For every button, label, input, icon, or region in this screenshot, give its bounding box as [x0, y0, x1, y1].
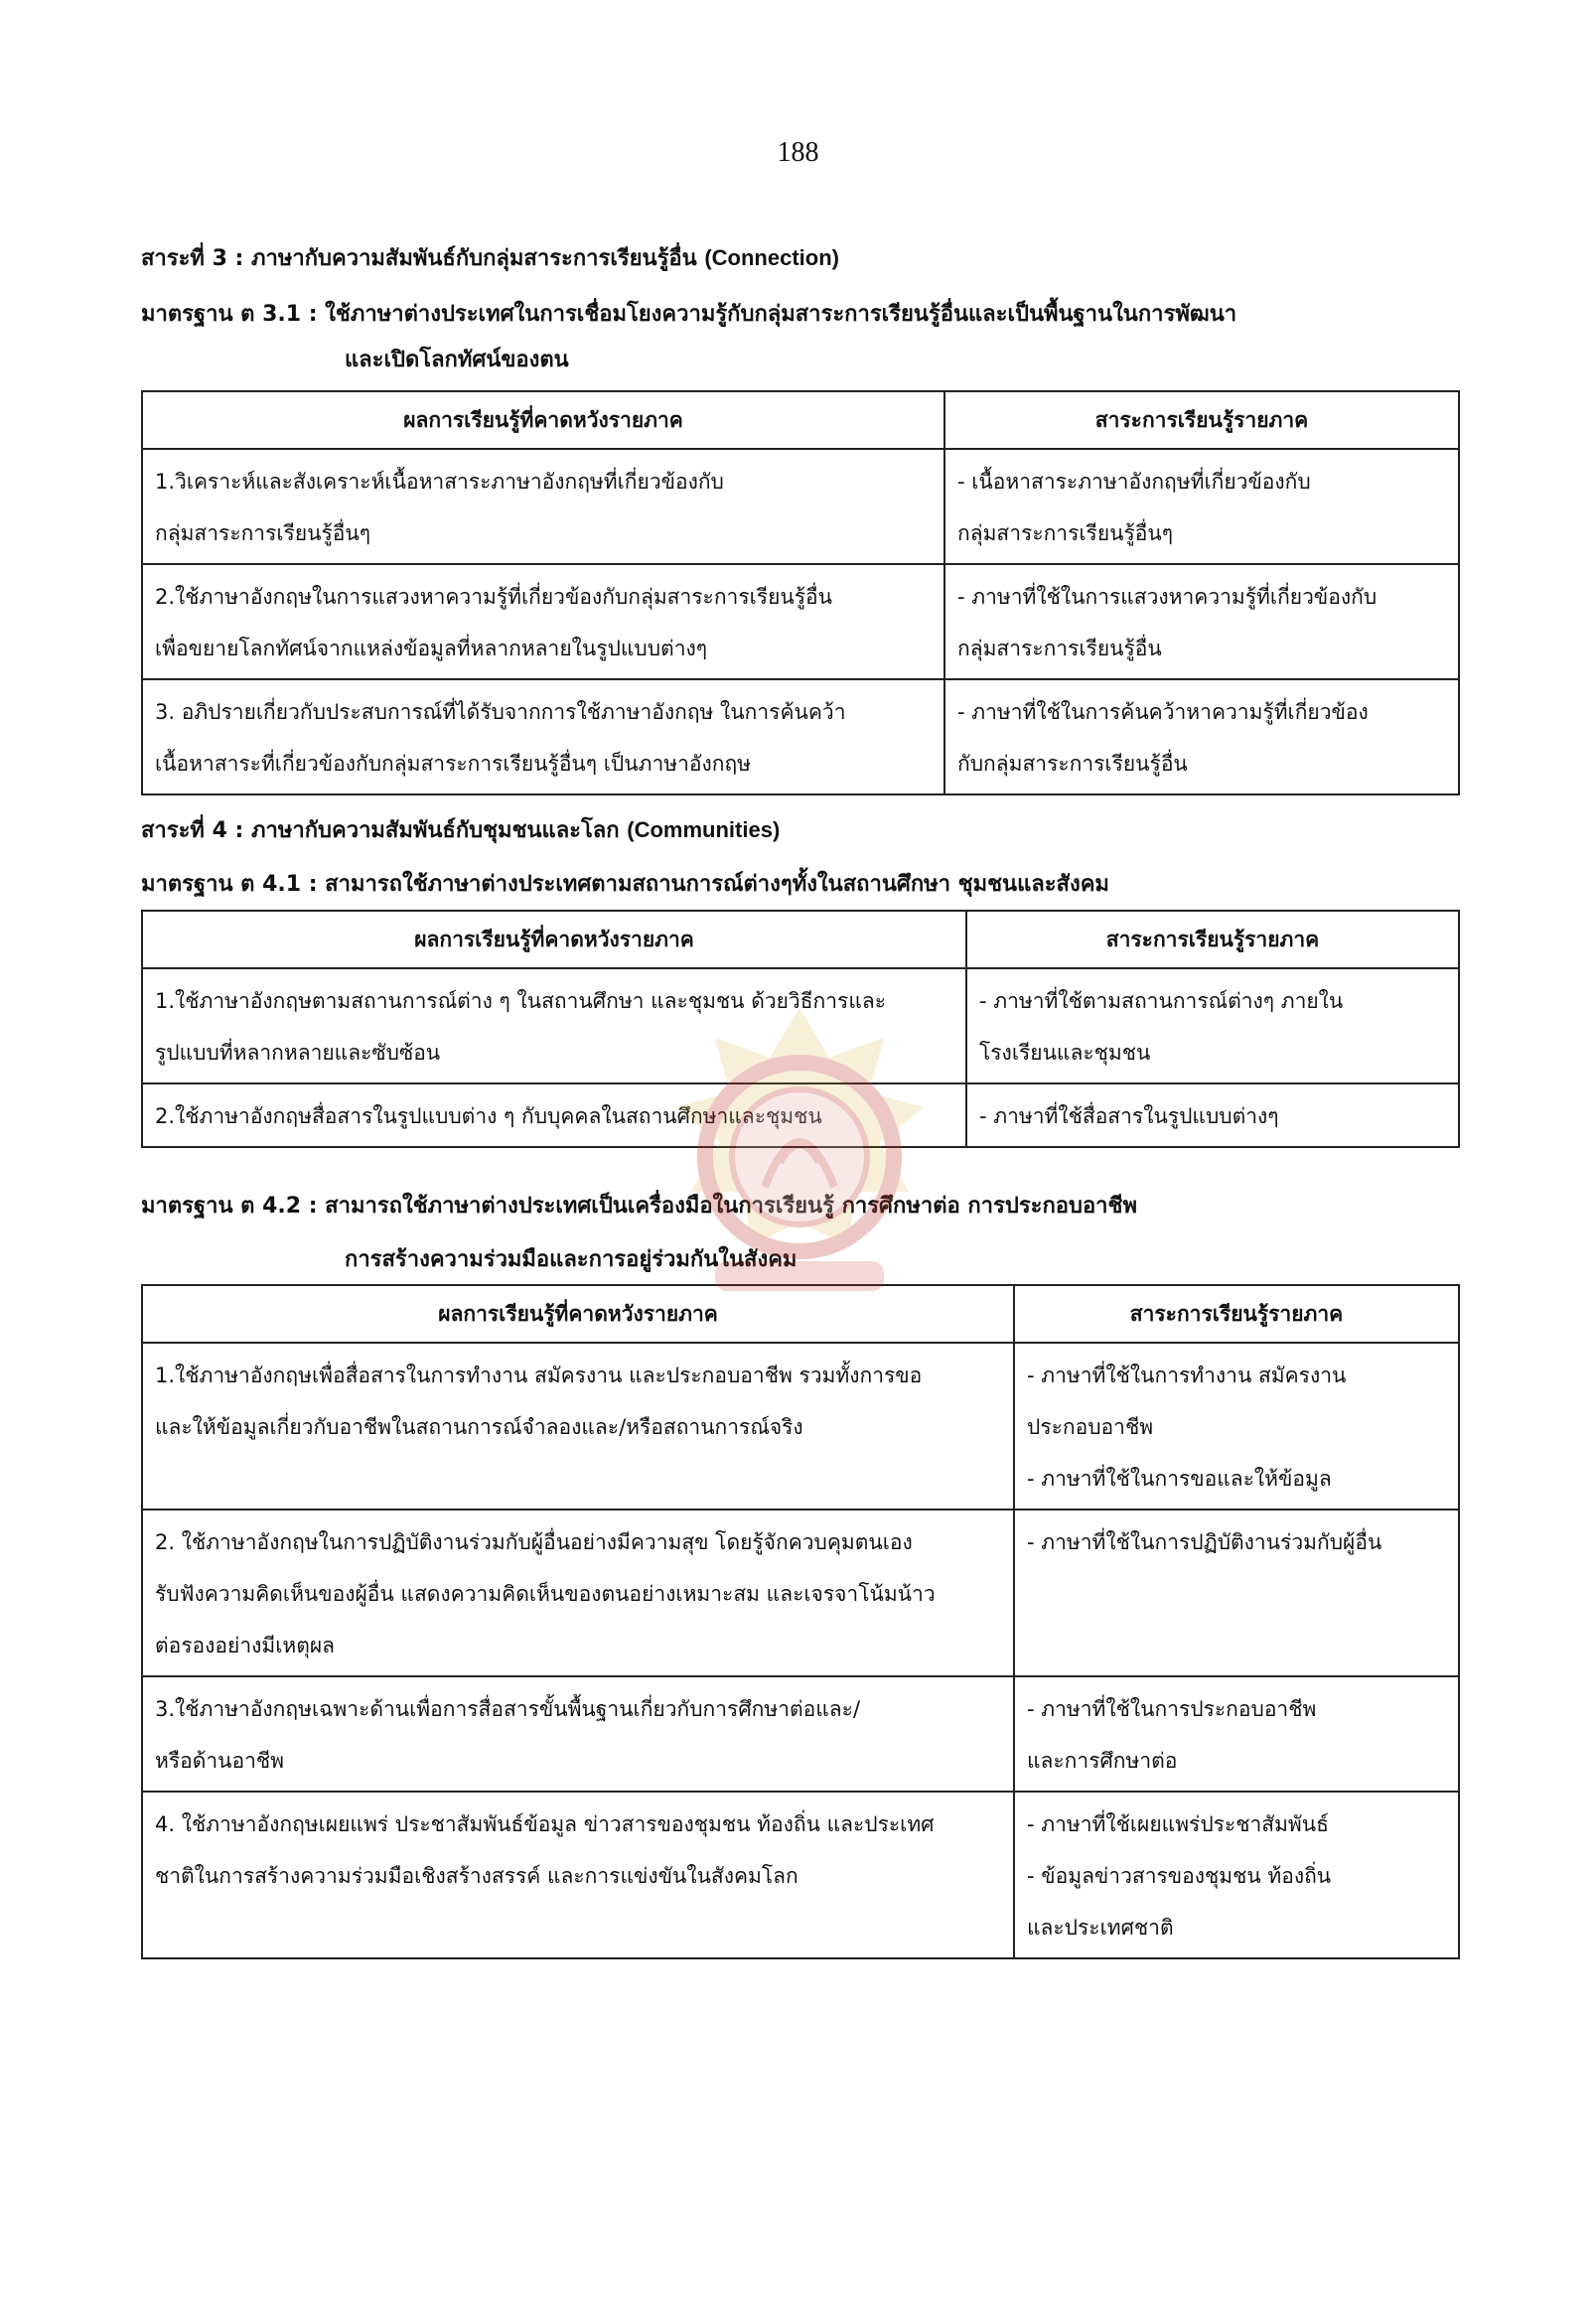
outcome-cell — [142, 1510, 1014, 1676]
table-row — [142, 1676, 1459, 1792]
table-row — [142, 1343, 1459, 1510]
content-cell — [966, 968, 1459, 1083]
strand-4-title: สาระที่ 4 : ภาษากับความสัมพันธ์กับชุมชนและโลก — [141, 818, 620, 843]
content-cell — [944, 564, 1459, 679]
content-cell — [1014, 1343, 1459, 1510]
cell-line: 3.ใช้ภาษาอังกฤษเฉพาะด้านเพื่อการสื่อสารขั้นพื้นฐานเกี่ยวกับการศึกษาต่อและ/ — [155, 1697, 861, 1721]
cell-line: เพื่อขยายโลกทัศน์จากแหล่งข้อมูลที่หลากหลายในรูปแบบต่างๆ — [155, 637, 708, 660]
table-row — [142, 679, 1459, 794]
cell-line: ประกอบอาชีพ — [1027, 1415, 1154, 1439]
header-learning-outcomes: ผลการเรียนรู้ที่คาดหวังรายภาค — [142, 391, 944, 449]
cell-line: 2.ใช้ภาษาอังกฤษสื่อสารในรูปแบบต่าง ๆ กับบุคคลในสถานศึกษาและชุมชน — [155, 1104, 822, 1128]
cell-line: 2.ใช้ภาษาอังกฤษในการแสวงหาความรู้ที่เกี่ยวข้องกับกลุ่มสาระการเรียนรู้อื่น — [155, 585, 832, 609]
cell-line: 1.ใช้ภาษาอังกฤษเพื่อสื่อสารในการทำงาน สมัครงาน และประกอบอาชีพ รวมทั้งการขอ — [155, 1364, 923, 1387]
content-cell — [1014, 1676, 1459, 1792]
cell-line: โรงเรียนและชุมชน — [979, 1041, 1151, 1065]
strand-4-2-table — [141, 1284, 1460, 1959]
cell-line: และการศึกษาต่อ — [1027, 1749, 1178, 1773]
strand-3-title: สาระที่ 3 : ภาษากับความสัมพันธ์กับกลุ่มสาระการเรียนรู้อื่น — [141, 246, 697, 271]
page-number: 188 — [777, 137, 819, 168]
content-cell — [944, 449, 1459, 564]
cell-line: - ภาษาที่ใช้เผยแพร่ประชาสัมพันธ์ — [1027, 1812, 1329, 1836]
standard-4-1: มาตรฐาน ต 4.1 : สามารถใช้ภาษาต่างประเทศตามสถานการณ์ต่างๆทั้งในสถานศึกษา ชุมชนและสังคม — [141, 872, 1109, 897]
outcome-cell — [142, 449, 944, 564]
table-row — [142, 1510, 1459, 1676]
header-learning-content: สาระการเรียนรู้รายภาค — [944, 391, 1459, 449]
outcome-cell — [142, 1676, 1014, 1792]
header-learning-content: สาระการเรียนรู้รายภาค — [966, 911, 1459, 968]
cell-line: กลุ่มสาระการเรียนรู้อื่นๆ — [957, 521, 1174, 545]
content-cell — [944, 679, 1459, 794]
header-learning-outcomes: ผลการเรียนรู้ที่คาดหวังรายภาค — [142, 1285, 1014, 1343]
strand-3-table — [141, 390, 1460, 795]
cell-line: เนื้อหาสาระที่เกี่ยวข้องกับกลุ่มสาระการเรียนรู้อื่นๆ เป็นภาษาอังกฤษ — [155, 752, 752, 776]
cell-line: รูปแบบที่หลากหลายและซับซ้อน — [155, 1041, 441, 1065]
strand-4-heading — [141, 812, 780, 847]
cell-line: - ภาษาที่ใช้ในการขอและให้ข้อมูล — [1027, 1467, 1332, 1491]
content-cell — [1014, 1510, 1459, 1676]
cell-line: และให้ข้อมูลเกี่ยวกับอาชีพในสถานการณ์จำลองและ/หรือสถานการณ์จริง — [155, 1415, 803, 1439]
standard-4-2-line2: การสร้างความร่วมมือและการอยู่ร่วมกันในสังคม — [345, 1247, 798, 1272]
cell-line: - ภาษาที่ใช้สื่อสารในรูปแบบต่างๆ — [979, 1104, 1279, 1128]
cell-line: 4. ใช้ภาษาอังกฤษเผยแพร่ ประชาสัมพันธ์ข้อมูล ข่าวสารของชุมชน ท้องถิ่น และประเทศ — [155, 1812, 935, 1836]
cell-line: ชาติในการสร้างความร่วมมือเชิงสร้างสรรค์ และการแข่งขันในสังคมโลก — [155, 1864, 798, 1888]
content-cell — [966, 1083, 1459, 1147]
cell-line: กลุ่มสาระการเรียนรู้อื่นๆ — [155, 521, 371, 545]
content-cell — [1014, 1792, 1459, 1958]
cell-line: - ภาษาที่ใช้ในการแสวงหาความรู้ที่เกี่ยวข้องกับ — [957, 585, 1378, 609]
cell-line: ต่อรองอย่างมีเหตุผล — [155, 1634, 336, 1657]
strand-3-title-en: (Connection) — [704, 245, 839, 270]
table-row — [142, 449, 1459, 564]
cell-line: - ภาษาที่ใช้ในการประกอบอาชีพ — [1027, 1697, 1317, 1721]
cell-line: และประเทศชาติ — [1027, 1916, 1174, 1940]
standard-4-2-line1: มาตรฐาน ต 4.2 : สามารถใช้ภาษาต่างประเทศเป็นเครื่องมือในการเรียนรู้ การศึกษาต่อ การประกอบอาชีพ — [141, 1194, 1137, 1219]
standard-3-1-line2: และเปิดโลกทัศน์ของตน — [345, 348, 569, 372]
cell-line: - ภาษาที่ใช้ในการทำงาน สมัครงาน — [1027, 1364, 1347, 1387]
outcome-cell — [142, 1343, 1014, 1510]
cell-line: - ข้อมูลข่าวสารของชุมชน ท้องถิ่น — [1027, 1864, 1332, 1888]
cell-line: - ภาษาที่ใช้ตามสถานการณ์ต่างๆ ภายใน — [979, 989, 1344, 1013]
cell-line: หรือด้านอาชีพ — [155, 1749, 285, 1773]
cell-line: 3. อภิปรายเกี่ยวกับประสบการณ์ที่ได้รับจากการใช้ภาษาอังกฤษ ในการค้นคว้า — [155, 700, 846, 724]
cell-line: 1.วิเคราะห์และสังเคราะห์เนื้อหาสาระภาษาอังกฤษที่เกี่ยวข้องกับ — [155, 470, 724, 494]
outcome-cell — [142, 679, 944, 794]
emblem-watermark-icon — [655, 998, 943, 1316]
header-learning-outcomes: ผลการเรียนรู้ที่คาดหวังรายภาค — [142, 911, 966, 968]
cell-line: กลุ่มสาระการเรียนรู้อื่น — [957, 637, 1162, 660]
cell-line: 2. ใช้ภาษาอังกฤษในการปฏิบัติงานร่วมกับผู้อื่นอย่างมีความสุข โดยรู้จักควบคุมตนเอง — [155, 1530, 913, 1554]
cell-line: - ภาษาที่ใช้ในการปฏิบัติงานร่วมกับผู้อื่น — [1027, 1530, 1382, 1554]
cell-line: - เนื้อหาสาระภาษาอังกฤษที่เกี่ยวข้องกับ — [957, 470, 1311, 494]
cell-line: 1.ใช้ภาษาอังกฤษตามสถานการณ์ต่าง ๆ ในสถานศึกษา และชุมชน ด้วยวิธีการและ — [155, 989, 887, 1013]
table-row — [142, 1792, 1459, 1958]
header-learning-content: สาระการเรียนรู้รายภาค — [1014, 1285, 1459, 1343]
cell-line: รับฟังความคิดเห็นของผู้อื่น แสดงความคิดเห็นของตนอย่างเหมาะสม และเจรจาโน้มน้าว — [155, 1582, 936, 1606]
standard-3-1-line1: มาตรฐาน ต 3.1 : ใช้ภาษาต่างประเทศในการเชื่อมโยงความรู้กับกลุ่มสาระการเรียนรู้อื่นและเป็นพื้นฐานในการพัฒนา — [141, 302, 1237, 327]
cell-line: กับกลุ่มสาระการเรียนรู้อื่น — [957, 752, 1188, 776]
table-row — [142, 564, 1459, 679]
strand-3-heading — [141, 240, 839, 275]
table-header-row — [142, 391, 1459, 449]
table-header-row — [142, 911, 1459, 968]
outcome-cell — [142, 1792, 1014, 1958]
outcome-cell — [142, 564, 944, 679]
strand-4-title-en: (Communities) — [627, 817, 781, 842]
cell-line: - ภาษาที่ใช้ในการค้นคว้าหาความรู้ที่เกี่ยวข้อง — [957, 700, 1369, 724]
